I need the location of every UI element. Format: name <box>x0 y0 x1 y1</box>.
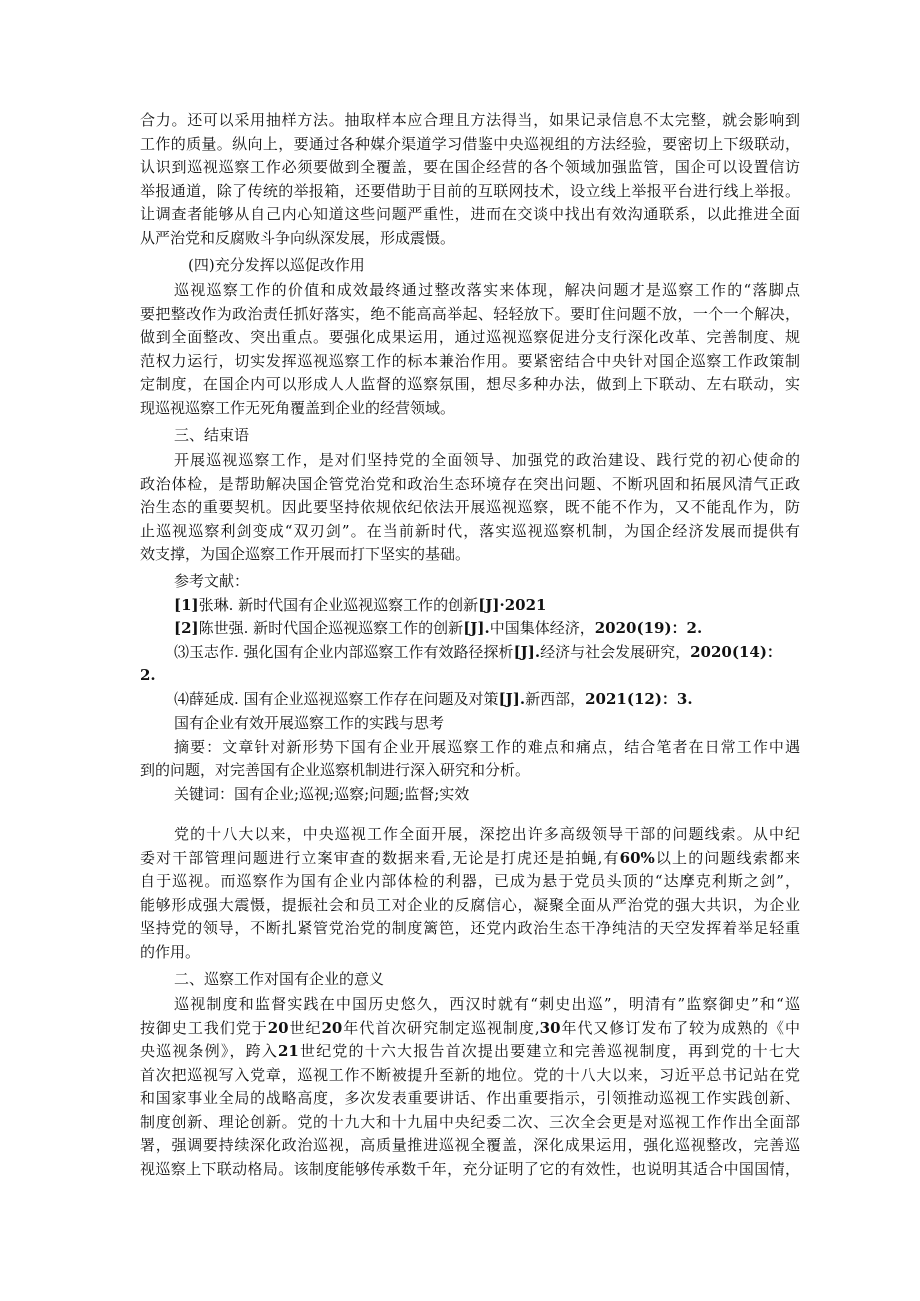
text-line: 治生态的重要契机。因此要坚持依规依纪依法开展巡视巡察，既不能不作为，又不能乱作为，防 <box>140 498 800 516</box>
references-title: 参考文献： <box>174 572 250 590</box>
section-heading-4 <box>140 254 800 278</box>
reference-tag: [J]. <box>463 619 490 637</box>
text-line: 巡视制度和监督实践在中国历史悠久，西汉时就有“刺史出巡”，明清有”监察御史”和“巡 <box>174 995 800 1013</box>
paragraph-intro <box>140 823 800 964</box>
text-line: 的作用。 <box>140 942 201 961</box>
reference-issue: 2020(19)：2. <box>594 619 703 637</box>
number: 20 <box>321 1018 343 1037</box>
text-span: 按御史工我们党于 <box>140 1018 268 1037</box>
paragraph-conclusion <box>140 449 800 567</box>
reference-text: 薛延成. 国有企业巡视巡察工作存在问题及对策 <box>189 689 499 708</box>
article-front-matter <box>140 712 800 806</box>
reference-issue-page: 2. <box>140 666 156 684</box>
text-line: 合力。还可以采用抽样方法。抽取样本应合理且方法得当，如果记录信息不太完整，就会影响到 <box>140 111 800 129</box>
text-line: 和国家事业全局的战略高度，多次发表重要讲话、作出重要指示，引领推动巡视工作实践创新、 <box>140 1089 800 1107</box>
text-line <box>140 1040 800 1064</box>
reference-journal: 新西部， <box>525 689 586 708</box>
keywords: 关键词：国有企业;巡视;巡察;问题;监督;实效 <box>174 784 470 803</box>
text-line: 工作的质量。纵向上，要通过各种媒介渠道学习借鉴中央巡视组的方法经验，要密切上下级联动， <box>140 134 800 153</box>
reference-item <box>140 688 800 712</box>
text-line <box>140 847 800 871</box>
text-span: 年代首次研究制定巡视制度, <box>342 1018 540 1037</box>
reference-tag: [J]·2021 <box>478 595 547 614</box>
text-span: 委对干部管理问题进行立案审查的数据来看,无论是打虎还是拍蝇,有 <box>140 848 620 867</box>
reference-item <box>140 594 800 618</box>
text-line: 让调查者能够从自己内心知道这些问题严重性，进而在交谈中找出有效沟通联系，以此推进全面 <box>140 205 800 223</box>
text-line: 开展巡视巡察工作，是对们坚持党的全面领导、加强党的政治建设、践行党的初心使命的 <box>174 451 800 469</box>
text-span: 世纪 <box>288 1018 322 1037</box>
text-line: 政治体检，是帮助解决国企管党治党和政治生态环境存在突出问题、不断巩固和拓展风清气正政 <box>140 474 800 493</box>
text-line: 定制度，在国企内可以形成人人监督的巡察氛围，想尽多种办法，做到上下联动、左右联动，实 <box>140 375 800 393</box>
reference-journal: 经济与社会发展研究， <box>540 642 691 661</box>
reference-issue: 2021(12)：3. <box>585 689 693 708</box>
text-line: 能够形成强大震慑，提振社会和员工对企业的反腐信心，凝聚全面从严治党的强大共识，为企业 <box>140 895 800 914</box>
reference-text: 玉志作. 强化国有企业内部巡察工作有效路径探析 <box>189 642 514 661</box>
text-line: 认识到巡视巡察工作必须要做到全覆盖，要在国企经营的各个领域加强监管，国企可以设置信访 <box>140 158 800 176</box>
text-span: 世纪党的十六大报告首次提出要建立和完善巡视制度，再到党的十七大 <box>298 1042 800 1060</box>
text-line: 举报通道，除了传统的举报箱，还要借助于目前的互联网技术，设立线上举报平台进行线上举报。 <box>140 181 800 200</box>
text-line: 党的十八大以来，中央巡视工作全面开展，深挖出许多高级领导干部的问题线索。从中纪 <box>174 825 800 843</box>
paragraph-history <box>140 993 800 1181</box>
reference-item <box>140 641 800 665</box>
text-line: 现巡视巡察工作无死角覆盖到企业的经营领域。 <box>140 398 456 417</box>
number: 21 <box>278 1042 299 1060</box>
text-line: 范权力运行，切实发挥巡视巡察工作的标本兼治作用。要紧密结合中央针对国企巡察工作政策制 <box>140 351 800 370</box>
reference-item <box>140 617 800 641</box>
paragraph-sampling <box>140 109 800 250</box>
reference-tag: [J]. <box>513 642 541 661</box>
text-span: 央巡视条例》，跨入 <box>140 1042 278 1060</box>
text-line: 从严治党和反腐败斗争向纵深发展，形成震慑。 <box>140 228 456 247</box>
text-line: 做到全面整改、突出重点。要强化成果运用，通过巡视巡察促进分支行深化改革、完善制度、规 <box>140 328 800 346</box>
number: 20 <box>267 1018 289 1037</box>
reference-text: 陈世强. 新时代国企巡视巡察工作的创新 <box>198 619 464 637</box>
text-line: 署，强调要持续深化政治巡视，高质量推进巡视全覆盖，深化成果运用，强化巡视整改，完善巡 <box>140 1136 800 1154</box>
references <box>140 570 800 711</box>
text-line <box>140 1017 800 1041</box>
number: 30 <box>539 1018 561 1037</box>
paragraph-rectification <box>140 279 800 420</box>
heading-text: (四)充分发挥以巡促改作用 <box>188 256 365 274</box>
text-line: 坚持党的领导，不断扎紧管党治党的制度篱笆，还党内政治生态干净纯洁的天空发挥着举足轻重 <box>140 919 800 937</box>
text-span: 年代又修订发布了较为成熟的《中 <box>560 1018 800 1037</box>
section-heading-2 <box>140 968 800 992</box>
reference-marker: ⑷ <box>174 689 190 708</box>
article-title: 国有企业有效开展巡察工作的实践与思考 <box>174 714 445 732</box>
reference-journal: 中国集体经济， <box>489 619 595 637</box>
reference-text: 张琳. 新时代国有企业巡视巡察工作的创新 <box>198 595 479 614</box>
text-line: 要把整改作为政治责任抓好落实，绝不能高高举起、轻轻放下。要盯住问题不放，一个一个解决， <box>140 304 800 323</box>
text-line: 自于巡视。而巡察作为国有企业内部体检的利器，已成为悬于党员头顶的“达摩克利斯之剑”， <box>140 872 800 890</box>
heading-text: 二、巡察工作对国有企业的意义 <box>174 970 385 988</box>
reference-marker: ⑶ <box>174 642 190 661</box>
text-line: 效支撑，为国企巡察工作开展而打下坚实的基础。 <box>140 545 471 563</box>
heading-text: 三、结束语 <box>174 426 250 444</box>
abstract-line: 摘要：文章针对新形势下国有企业开展巡察工作的难点和痛点，结合笔者在日常工作中遇 <box>174 737 800 756</box>
text-line: 首次把巡视写入党章，巡视工作不断被提升至新的地位。党的十八大以来，习近平总书记站在党 <box>140 1065 800 1084</box>
reference-tag: [J]. <box>498 689 526 708</box>
text-span: 以上的问题线索都来 <box>654 848 800 867</box>
reference-issue: 2020(14)： <box>690 642 782 661</box>
abstract-line: 到的问题，对完善国有企业巡察机制进行深入研究和分析。 <box>140 761 531 779</box>
conclusion-heading <box>140 424 800 448</box>
text-line: 止巡视巡察利剑变成“双刃剑”。在当前新时代，落实巡视巡察机制，为国企经济发展而提供有 <box>140 521 800 540</box>
percent-figure: 60% <box>619 848 655 867</box>
reference-item-continuation <box>140 664 800 688</box>
text-line: 视巡察上下联动格局。该制度能够传承数千年，充分证明了它的有效性，也说明其适合中国国情， <box>140 1159 800 1178</box>
text-line: 巡视巡察工作的价值和成效最终通过整改落实来体现，解决问题才是巡察工作的“落脚点 <box>174 281 800 299</box>
text-line: 制度创新、理论创新。党的十九大和十九届中央纪委二次、三次全会更是对巡视工作作出全面部 <box>140 1112 800 1131</box>
reference-marker: [1] <box>174 595 199 614</box>
reference-marker: [2] <box>174 619 199 637</box>
